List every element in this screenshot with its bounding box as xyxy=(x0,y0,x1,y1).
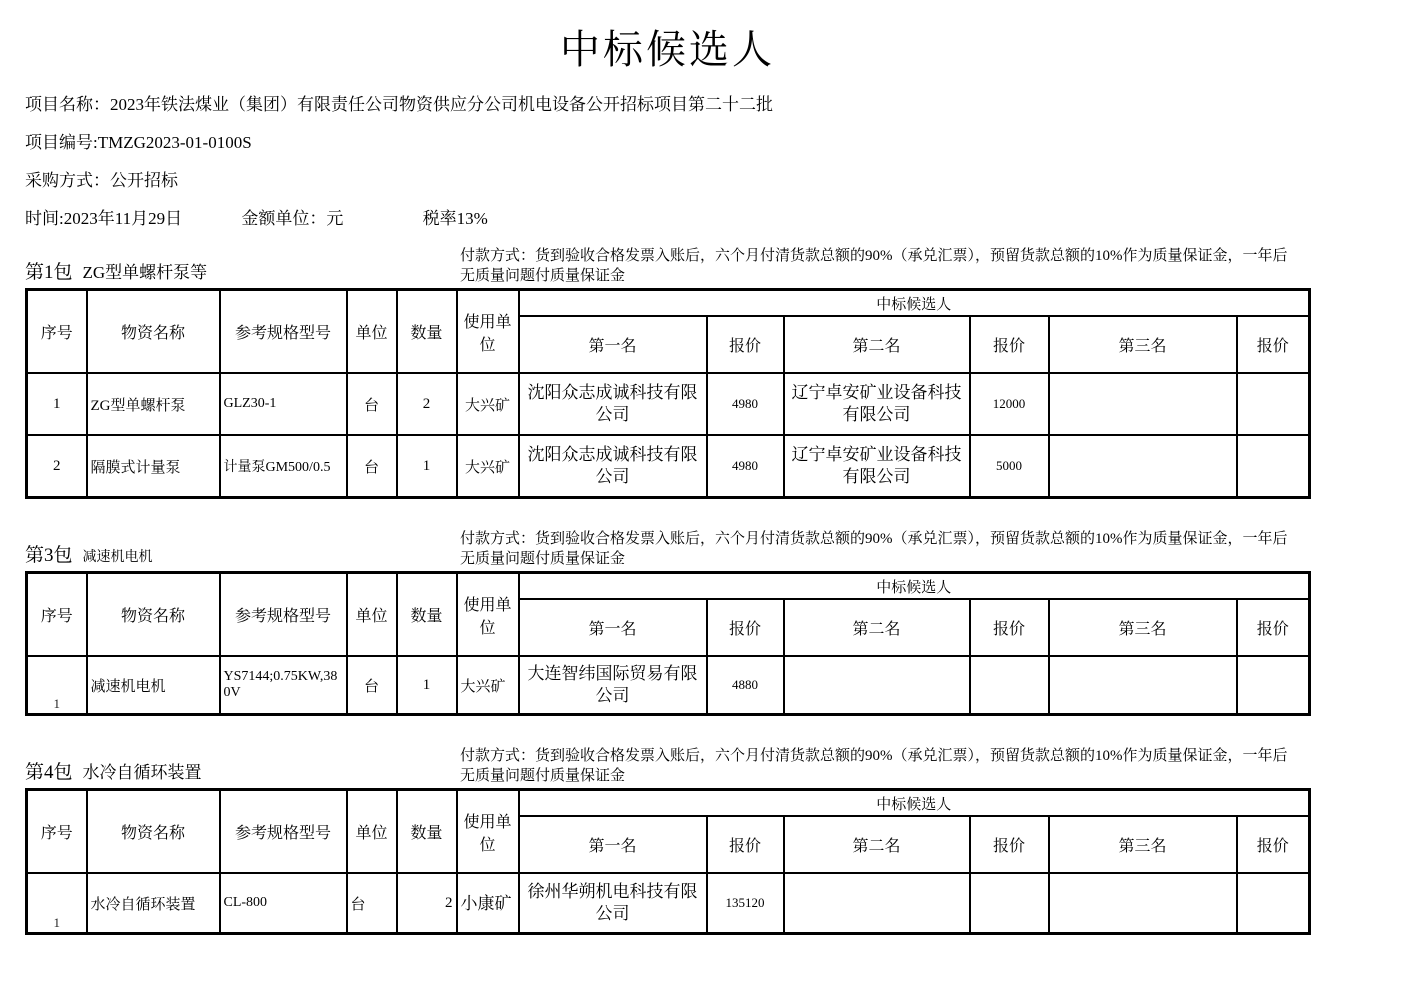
col-header-material-name: 物资名称 xyxy=(87,790,220,874)
col-header-third: 第三名 xyxy=(1049,816,1237,873)
package-1-header xyxy=(25,246,1310,286)
package-section-1 xyxy=(25,246,1310,499)
cell-third-price xyxy=(1237,435,1310,498)
package-4-label: 第4包 xyxy=(25,762,73,783)
package-3-name: 减速机电机 xyxy=(82,550,153,565)
cell-third-candidate xyxy=(1049,873,1237,934)
col-header-spec: 参考规格型号 xyxy=(220,290,347,374)
meta-procurement-method: 采购方式：公开招标 xyxy=(25,171,178,190)
col-header-seq: 序号 xyxy=(27,290,87,374)
cell-first-price: 4980 xyxy=(707,435,784,498)
cell-unit: 台 xyxy=(347,373,397,435)
cell-seq: 2 xyxy=(27,435,87,498)
cell-first-candidate: 沈阳众志成诚科技有限公司 xyxy=(519,373,707,435)
cell-qty: 1 xyxy=(397,435,457,498)
meta-amount-unit: 金额单位：元 xyxy=(241,209,344,228)
meta-tax-rate: 税率13% xyxy=(422,209,488,228)
package-3-title xyxy=(25,540,460,569)
cell-third-candidate xyxy=(1049,373,1237,435)
cell-unit: 台 xyxy=(347,656,397,715)
col-header-second: 第二名 xyxy=(784,816,970,873)
package-3-header xyxy=(25,529,1310,569)
cell-spec: CL-800 xyxy=(220,873,347,934)
table-row xyxy=(27,373,1310,435)
package-3-payment-note: 付款方式：货到验收合格发票入账后，六个月付清货款总额的90%（承兑汇票），预留货款总额的10%作为质量保证金，一年后无质量问题付质量保证金 xyxy=(460,531,1288,567)
cell-third-price xyxy=(1237,656,1310,715)
cell-unit: 台 xyxy=(347,435,397,498)
col-header-third: 第三名 xyxy=(1049,599,1237,656)
cell-first-price: 4980 xyxy=(707,373,784,435)
cell-first-price: 4880 xyxy=(707,656,784,715)
table-1-candidates-header-row xyxy=(27,290,1310,317)
cell-seq: 1 xyxy=(27,873,87,934)
meta-time-line xyxy=(25,208,1310,229)
cell-material-name: 水冷自循环装置 xyxy=(87,873,220,934)
col-header-seq: 序号 xyxy=(27,573,87,657)
cell-user-unit: 大兴矿 xyxy=(457,656,519,715)
document-meta xyxy=(25,94,1310,229)
cell-first-candidate: 大连智纬国际贸易有限公司 xyxy=(519,656,707,715)
candidates-header: 中标候选人 xyxy=(519,790,1310,817)
col-header-qty: 数量 xyxy=(397,790,457,874)
package-4-title xyxy=(25,757,460,786)
table-4-candidates-header-row xyxy=(27,790,1310,817)
cell-spec: YS7144;0.75KW,380V xyxy=(220,656,347,715)
col-header-price: 报价 xyxy=(1237,816,1310,873)
col-header-price: 报价 xyxy=(707,816,784,873)
cell-third-candidate xyxy=(1049,656,1237,715)
meta-time: 时间:2023年11月29日 xyxy=(25,209,183,228)
col-header-price: 报价 xyxy=(970,816,1049,873)
cell-second-price xyxy=(970,656,1049,715)
cell-second-price: 12000 xyxy=(970,373,1049,435)
cell-third-candidate xyxy=(1049,435,1237,498)
package-3-table xyxy=(25,571,1311,716)
package-1-payment-note: 付款方式：货到验收合格发票入账后，六个月付清货款总额的90%（承兑汇票），预留货款总额的10%作为质量保证金，一年后无质量问题付质量保证金 xyxy=(460,248,1288,284)
col-header-first: 第一名 xyxy=(519,316,707,373)
col-header-first: 第一名 xyxy=(519,599,707,656)
cell-material-name: 减速机电机 xyxy=(87,656,220,715)
cell-second-candidate xyxy=(784,656,970,715)
package-1-label: 第1包 xyxy=(25,262,73,283)
col-header-price: 报价 xyxy=(707,599,784,656)
package-1-name: ZG型单螺杆泵等 xyxy=(82,263,208,282)
table-row xyxy=(27,873,1310,934)
table-row xyxy=(27,656,1310,715)
cell-material-name: 隔膜式计量泵 xyxy=(87,435,220,498)
package-4-name: 水冷自循环装置 xyxy=(82,763,202,782)
cell-second-price: 5000 xyxy=(970,435,1049,498)
package-4-payment-note: 付款方式：货到验收合格发票入账后，六个月付清货款总额的90%（承兑汇票），预留货款总额的10%作为质量保证金，一年后无质量问题付质量保证金 xyxy=(460,748,1288,784)
col-header-user-unit: 使用单位 xyxy=(457,290,519,374)
col-header-unit: 单位 xyxy=(347,290,397,374)
cell-seq: 1 xyxy=(27,373,87,435)
col-header-second: 第二名 xyxy=(784,316,970,373)
cell-spec: GLZ30-1 xyxy=(220,373,347,435)
cell-third-price xyxy=(1237,373,1310,435)
cell-second-candidate xyxy=(784,873,970,934)
candidates-header: 中标候选人 xyxy=(519,573,1310,600)
package-1-table xyxy=(25,288,1311,499)
col-header-price: 报价 xyxy=(1237,316,1310,373)
document-page xyxy=(25,26,1310,935)
cell-first-price: 135120 xyxy=(707,873,784,934)
cell-user-unit: 大兴矿 xyxy=(457,435,519,498)
col-header-price: 报价 xyxy=(707,316,784,373)
col-header-third: 第三名 xyxy=(1049,316,1237,373)
cell-second-price xyxy=(970,873,1049,934)
col-header-first: 第一名 xyxy=(519,816,707,873)
table-3-candidates-header-row xyxy=(27,573,1310,600)
col-header-qty: 数量 xyxy=(397,290,457,374)
package-1-title xyxy=(25,257,460,286)
cell-unit: 台 xyxy=(347,873,397,934)
cell-seq: 1 xyxy=(27,656,87,715)
col-header-qty: 数量 xyxy=(397,573,457,657)
package-section-3 xyxy=(25,529,1310,716)
col-header-user-unit: 使用单位 xyxy=(457,790,519,874)
col-header-user-unit: 使用单位 xyxy=(457,573,519,657)
col-header-price: 报价 xyxy=(1237,599,1310,656)
cell-first-candidate: 沈阳众志成诚科技有限公司 xyxy=(519,435,707,498)
col-header-spec: 参考规格型号 xyxy=(220,790,347,874)
col-header-price: 报价 xyxy=(970,599,1049,656)
package-4-table xyxy=(25,788,1311,935)
col-header-material-name: 物资名称 xyxy=(87,573,220,657)
cell-qty: 2 xyxy=(397,873,457,934)
page-title: 中标候选人 xyxy=(560,27,775,72)
cell-qty: 2 xyxy=(397,373,457,435)
meta-project-number: 项目编号:TMZG2023-01-0100S xyxy=(25,133,252,152)
cell-second-candidate: 辽宁卓安矿业设备科技有限公司 xyxy=(784,435,970,498)
col-header-second: 第二名 xyxy=(784,599,970,656)
package-3-label: 第3包 xyxy=(25,545,73,566)
col-header-spec: 参考规格型号 xyxy=(220,573,347,657)
cell-third-price xyxy=(1237,873,1310,934)
col-header-unit: 单位 xyxy=(347,790,397,874)
cell-first-candidate: 徐州华朔机电科技有限公司 xyxy=(519,873,707,934)
cell-material-name: ZG型单螺杆泵 xyxy=(87,373,220,435)
col-header-material-name: 物资名称 xyxy=(87,290,220,374)
cell-spec: 计量泵GM500/0.5 xyxy=(220,435,347,498)
table-row xyxy=(27,435,1310,498)
candidates-header: 中标候选人 xyxy=(519,290,1310,317)
cell-user-unit: 小康矿 xyxy=(457,873,519,934)
package-4-header xyxy=(25,746,1310,786)
col-header-seq: 序号 xyxy=(27,790,87,874)
col-header-price: 报价 xyxy=(970,316,1049,373)
package-section-4 xyxy=(25,746,1310,935)
col-header-unit: 单位 xyxy=(347,573,397,657)
cell-second-candidate: 辽宁卓安矿业设备科技有限公司 xyxy=(784,373,970,435)
cell-qty: 1 xyxy=(397,656,457,715)
cell-user-unit: 大兴矿 xyxy=(457,373,519,435)
meta-project-name: 项目名称：2023年铁法煤业（集团）有限责任公司物资供应分公司机电设备公开招标项目第二十二批 xyxy=(25,95,773,114)
